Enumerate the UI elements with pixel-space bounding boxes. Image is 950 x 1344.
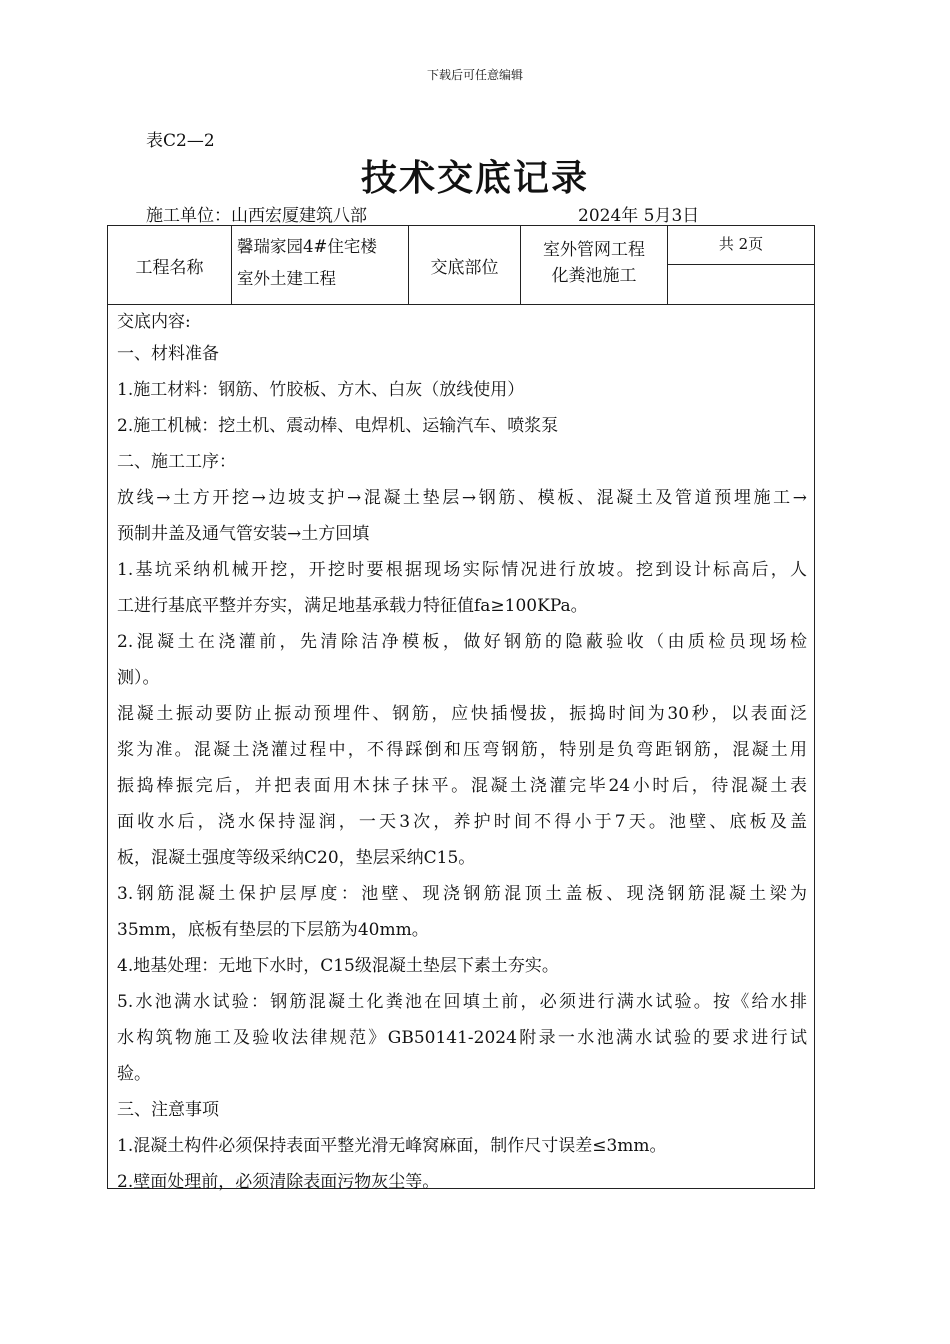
page-count: 共 2页 (668, 226, 814, 265)
content-line: 35mm，底板有垫层的下层筋为40mm。 (117, 920, 429, 940)
page-info-cell (668, 226, 814, 304)
content-line: 混凝土振动要防止振动预埋件、钢筋，应快插慢拔，振捣时间为30秒，以表面泛 (117, 704, 807, 724)
info-table (107, 225, 815, 305)
document-date: 2024年 5月3日 (578, 206, 700, 226)
content-line: 1.施工材料：钢筋、竹胶板、方木、白灰（放线使用） (117, 380, 525, 400)
project-name-line2: 室外土建工程 (237, 269, 336, 288)
construction-unit: 施工单位：山西宏厦建筑八部 (146, 206, 367, 226)
content-line: 面收水后，浇水保持湿润，一天3次，养护时间不得小于7天。池壁、底板及盖 (117, 812, 807, 832)
content-line: 1.基坑采纳机械开挖，开挖时要根据现场实际情况进行放坡。挖到设计标高后，人 (117, 560, 807, 580)
disclosure-part-line1: 室外管网工程 (543, 240, 645, 260)
content-line: 2.壁面处理前，必须清除表面污物灰尘等。 (117, 1172, 440, 1192)
content-line: 浆为准。混凝土浇灌过程中，不得踩倒和压弯钢筋，特别是负弯距钢筋，混凝土用 (117, 740, 807, 760)
content-line: 3.钢筋混凝土保护层厚度：池壁、现浇钢筋混顶土盖板、现浇钢筋混凝土梁为 (117, 884, 807, 904)
table-number: 表C2—2 (146, 131, 215, 151)
content-line: 交底内容: (117, 312, 191, 332)
content-line: 振捣棒振完后，并把表面用木抹子抹平。混凝土浇灌完毕24小时后，待混凝土表 (117, 776, 807, 796)
content-line: 二、施工工序： (117, 452, 236, 472)
content-line: 验。 (117, 1064, 151, 1084)
content-line: 测）。 (117, 668, 160, 688)
disclosure-part-label: 交底部位 (409, 226, 521, 304)
content-line: 工进行基底平整并夯实，满足地基承载力特征值fa≥100KPa。 (117, 596, 588, 616)
content-box (107, 304, 815, 1192)
project-name-value (232, 226, 409, 304)
content-line: 5.水池满水试验：钢筋混凝土化粪池在回填土前，必须进行满水试验。按《给水排 (117, 992, 807, 1012)
content-line: 2.混凝土在浇灌前，先清除洁净模板，做好钢筋的隐蔽验收（由质检员现场检 (117, 632, 807, 652)
header-note: 下载后可任意编辑 (426, 68, 523, 82)
disclosure-part-value (521, 226, 668, 304)
project-name-line1: 馨瑞家园4#住宅楼 (237, 237, 377, 256)
content-line: 三、注意事项 (117, 1100, 219, 1120)
content-line: 放线→土方开挖→边坡支护→混凝土垫层→钢筋、模板、混凝土及管道预埋施工→ (117, 488, 807, 508)
content-text (117, 308, 807, 1200)
document-title: 技术交底记录 (360, 157, 589, 199)
content-line: 一、材料准备 (117, 344, 219, 364)
project-name-label: 工程名称 (108, 226, 232, 304)
content-line: 2.施工机械：挖土机、震动棒、电焊机、运输汽车、喷浆泵 (117, 416, 559, 436)
disclosure-part-line2: 化粪池施工 (551, 266, 637, 286)
content-line: 1.混凝土构件必须保持表面平整光滑无峰窝麻面，制作尺寸误差≤3mm。 (117, 1136, 667, 1156)
content-line: 板，混凝土强度等级采纳C20，垫层采纳C15。 (117, 848, 476, 868)
content-line: 4.地基处理：无地下水时，C15级混凝土垫层下素土夯实。 (117, 956, 559, 976)
content-line: 水构筑物施工及验收法律规范》GB50141-2024附录一水池满水试验的要求进行试 (117, 1028, 807, 1048)
content-line: 预制井盖及通气管安装→土方回填 (117, 524, 370, 544)
